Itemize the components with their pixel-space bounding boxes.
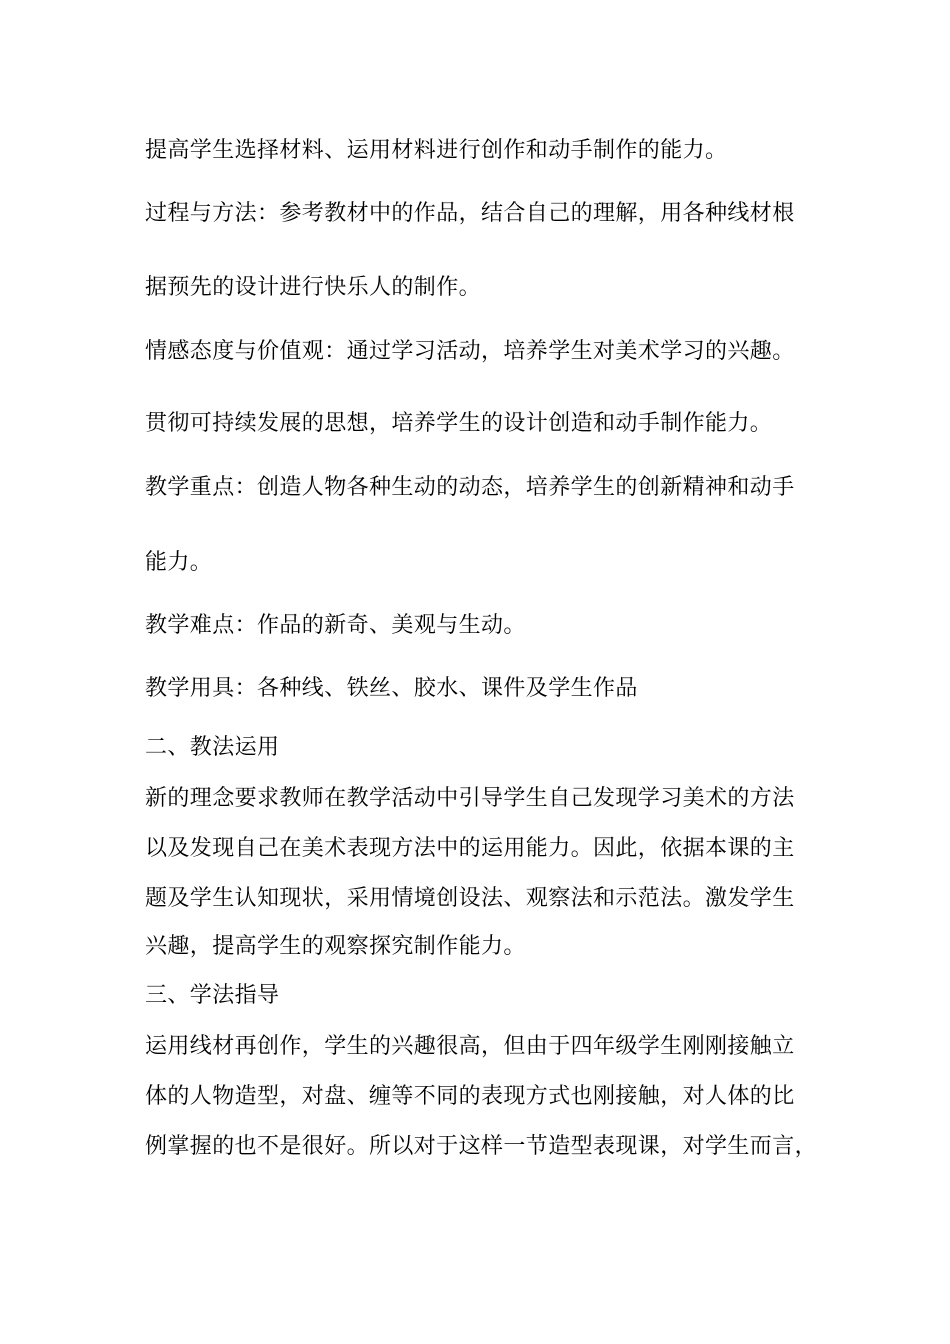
text-line: 以及发现自己在美术表现方法中的运用能力。因此，依据本课的主 [145, 836, 795, 861]
text-line: 教学用具：各种线、铁丝、胶水、课件及学生作品 [145, 676, 638, 701]
text-line: 教学重点：创造人物各种生动的动态，培养学生的创新精神和动手 [145, 475, 795, 500]
text-line: 贯彻可持续发展的思想，培养学生的设计创造和动手制作能力。 [145, 411, 773, 436]
text-line: 教学难点：作品的新奇、美观与生动。 [145, 613, 526, 638]
text-line: 情感态度与价值观：通过学习活动，培养学生对美术学习的兴趣。 [145, 339, 795, 364]
text-line: 体的人物造型，对盘、缠等不同的表现方式也刚接触，对人体的比 [145, 1084, 795, 1109]
text-line: 能力。 [145, 550, 213, 575]
section-heading: 三、学法指导 [145, 983, 280, 1008]
text-line: 兴趣，提高学生的观察探究制作能力。 [145, 934, 526, 959]
text-line: 运用线材再创作，学生的兴趣很高，但由于四年级学生刚刚接触立 [145, 1034, 795, 1059]
text-line: 提高学生选择材料、运用材料进行创作和动手制作的能力。 [145, 138, 728, 163]
text-line: 新的理念要求教师在教学活动中引导学生自己发现学习美术的方法 [145, 786, 795, 811]
text-line: 例掌握的也不是很好。所以对于这样一节造型表现课，对学生而言， [145, 1134, 818, 1159]
text-line: 题及学生认知现状，采用情境创设法、观察法和示范法。激发学生 [145, 886, 795, 911]
text-line: 过程与方法：参考教材中的作品，结合自己的理解，用各种线材根 [145, 201, 795, 226]
text-line: 据预先的设计进行快乐人的制作。 [145, 275, 482, 300]
section-heading: 二、教法运用 [145, 735, 280, 760]
